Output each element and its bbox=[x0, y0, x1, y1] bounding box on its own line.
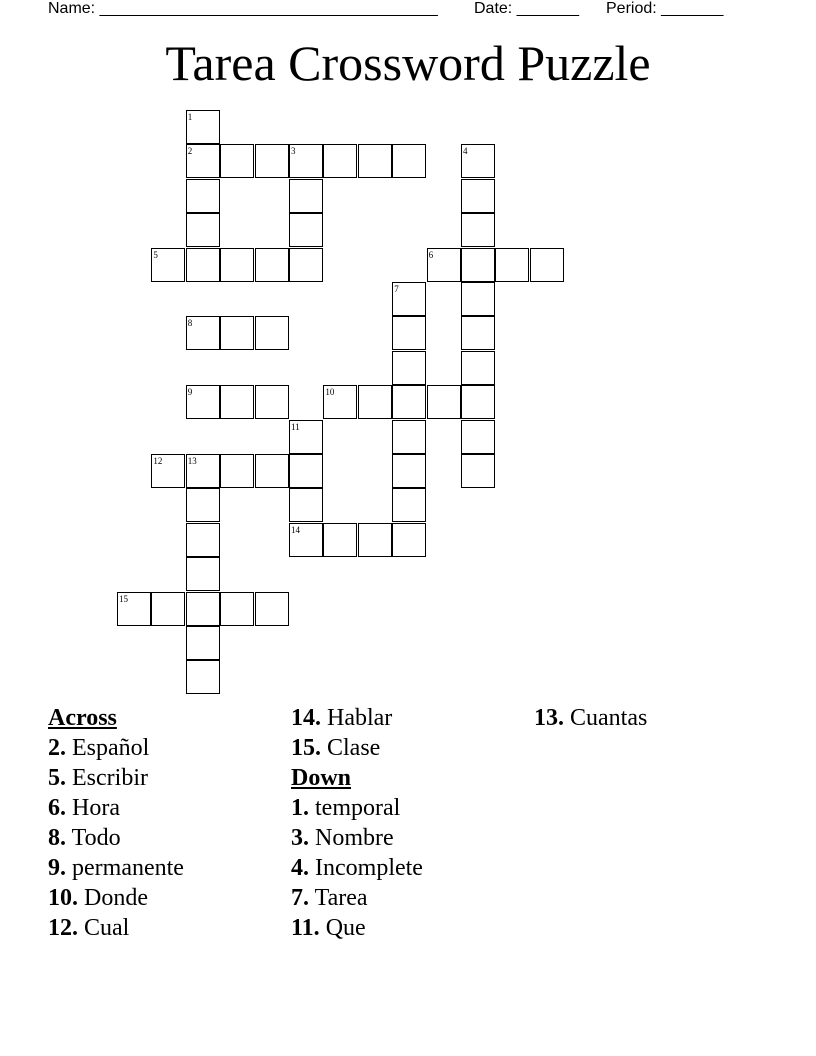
grid-cell[interactable] bbox=[427, 385, 461, 419]
clue-number-label: 12 bbox=[153, 456, 163, 466]
grid-cell[interactable] bbox=[186, 523, 220, 557]
grid-cell[interactable] bbox=[358, 385, 392, 419]
clue-column-1 bbox=[48, 703, 184, 943]
grid-cell[interactable] bbox=[289, 454, 323, 488]
grid-cell[interactable] bbox=[255, 248, 289, 282]
clue-text: Cual bbox=[84, 915, 130, 941]
clue-number: 14. bbox=[291, 705, 321, 731]
clue-text: Cuantas bbox=[570, 705, 648, 731]
clue-number-label: 4 bbox=[463, 146, 468, 157]
grid-cell[interactable] bbox=[186, 248, 220, 282]
clue-across-14 bbox=[291, 703, 423, 733]
grid-cell[interactable] bbox=[289, 213, 323, 247]
clue-number-label: 10 bbox=[325, 387, 335, 398]
grid-cell[interactable] bbox=[186, 626, 220, 660]
grid-cell[interactable] bbox=[186, 592, 220, 626]
grid-cell[interactable] bbox=[358, 144, 392, 178]
clue-down-4 bbox=[291, 853, 423, 883]
grid-cell[interactable] bbox=[392, 420, 426, 454]
clue-across-9 bbox=[48, 853, 184, 883]
grid-cell[interactable] bbox=[151, 592, 185, 626]
clue-text: Clase bbox=[327, 735, 381, 761]
grid-cell[interactable] bbox=[461, 385, 495, 419]
clue-number-label: 2 bbox=[187, 146, 193, 157]
clue-column-2 bbox=[291, 703, 423, 943]
clue-number: 6. bbox=[48, 795, 66, 821]
grid-cell[interactable] bbox=[392, 316, 426, 350]
grid-cell[interactable] bbox=[323, 144, 357, 178]
down-heading: Down bbox=[291, 765, 352, 791]
grid-cell[interactable] bbox=[392, 454, 426, 488]
grid-cell[interactable] bbox=[461, 351, 495, 385]
clue-across-2 bbox=[48, 733, 184, 763]
grid-cell[interactable] bbox=[220, 144, 254, 178]
grid-cell[interactable] bbox=[255, 454, 289, 488]
clue-number-label: 3 bbox=[291, 146, 296, 157]
grid-cell[interactable] bbox=[461, 213, 495, 247]
grid-cell[interactable] bbox=[392, 385, 426, 419]
grid-cell[interactable] bbox=[289, 248, 323, 282]
clue-across-12 bbox=[48, 913, 184, 943]
grid-cell[interactable] bbox=[358, 523, 392, 557]
grid-cell[interactable] bbox=[289, 488, 323, 522]
grid-cell[interactable] bbox=[461, 316, 495, 350]
clue-text: Tarea bbox=[314, 885, 368, 911]
clue-number: 2. bbox=[48, 735, 66, 761]
grid-cell[interactable] bbox=[495, 248, 529, 282]
clue-number: 4. bbox=[291, 855, 309, 881]
grid-cell[interactable] bbox=[392, 351, 426, 385]
grid-cell[interactable] bbox=[323, 523, 357, 557]
grid-cell[interactable] bbox=[255, 316, 289, 350]
clue-across-5 bbox=[48, 763, 184, 793]
page-title: Tarea Crossword Puzzle bbox=[165, 35, 651, 91]
grid-cell[interactable] bbox=[461, 420, 495, 454]
clue-text: Incomplete bbox=[315, 855, 423, 881]
clue-down-13 bbox=[534, 703, 647, 733]
clue-number-label: 5 bbox=[153, 249, 158, 260]
clue-number: 15. bbox=[291, 735, 321, 761]
clue-number: 7. bbox=[291, 885, 309, 911]
grid-cell[interactable] bbox=[186, 179, 220, 213]
grid-cell[interactable] bbox=[530, 248, 564, 282]
clue-text: Todo bbox=[71, 825, 121, 851]
clue-number: 3. bbox=[291, 825, 309, 851]
grid-cell[interactable] bbox=[461, 179, 495, 213]
clue-number-label: 14 bbox=[291, 524, 300, 535]
clue-across-8 bbox=[48, 823, 184, 853]
clue-text: Escribir bbox=[72, 765, 148, 791]
grid-cell[interactable] bbox=[461, 454, 495, 488]
clue-across-10 bbox=[48, 883, 184, 913]
date-field: Date: _______ bbox=[474, 0, 579, 17]
grid-cell[interactable] bbox=[186, 213, 220, 247]
clue-column-3 bbox=[534, 703, 647, 733]
grid-cell[interactable] bbox=[186, 660, 220, 694]
clue-number: 11. bbox=[291, 915, 320, 941]
clue-number-label: 11 bbox=[291, 421, 300, 432]
clue-number: 12. bbox=[48, 915, 78, 941]
grid-cell[interactable] bbox=[186, 557, 220, 591]
grid-cell[interactable] bbox=[461, 248, 495, 282]
grid-cell[interactable] bbox=[220, 454, 254, 488]
period-field: Period: _______ bbox=[606, 0, 724, 17]
grid-cell[interactable] bbox=[392, 144, 426, 178]
grid-cell[interactable] bbox=[255, 385, 289, 419]
clue-text: Que bbox=[325, 915, 366, 941]
clue-number-label: 7 bbox=[394, 284, 399, 294]
clue-text: temporal bbox=[315, 795, 401, 821]
grid-cell[interactable] bbox=[255, 592, 289, 626]
clue-number: 1. bbox=[291, 795, 309, 821]
grid-cell[interactable] bbox=[392, 488, 426, 522]
clue-number-label: 6 bbox=[428, 249, 434, 260]
clue-text: permanente bbox=[72, 855, 184, 881]
clue-down-1 bbox=[291, 793, 423, 823]
grid-cell[interactable] bbox=[255, 144, 289, 178]
grid-cell[interactable] bbox=[289, 179, 323, 213]
grid-cell[interactable] bbox=[220, 316, 254, 350]
clue-number: 8. bbox=[48, 825, 66, 851]
clue-number-label: 9 bbox=[187, 387, 193, 398]
clue-number: 5. bbox=[48, 765, 66, 791]
clue-text: Nombre bbox=[315, 825, 394, 851]
clue-text: Hora bbox=[72, 795, 120, 821]
clue-across-15 bbox=[291, 733, 423, 763]
clue-text: Donde bbox=[84, 885, 148, 911]
clue-across-6 bbox=[48, 793, 184, 823]
clue-down-7 bbox=[291, 883, 423, 913]
grid-cell[interactable] bbox=[392, 523, 426, 557]
clue-number-label: 8 bbox=[187, 318, 193, 329]
clue-down-3 bbox=[291, 823, 423, 853]
clue-down-11 bbox=[291, 913, 423, 943]
grid-cell[interactable] bbox=[220, 385, 254, 419]
clue-number-label: 15 bbox=[119, 593, 128, 604]
clue-text: Hablar bbox=[327, 705, 393, 731]
name-field: Name: ______________________________________ bbox=[48, 0, 438, 17]
clue-number-label: 1 bbox=[187, 112, 193, 122]
clue-number-label: 13 bbox=[187, 456, 197, 466]
clue-number: 9. bbox=[48, 855, 66, 881]
grid-cell[interactable] bbox=[220, 248, 254, 282]
grid-cell[interactable] bbox=[461, 282, 495, 316]
clue-text: Español bbox=[72, 735, 150, 761]
across-heading: Across bbox=[48, 705, 117, 731]
clue-number: 10. bbox=[48, 885, 78, 911]
grid-cell[interactable] bbox=[186, 488, 220, 522]
grid-cell[interactable] bbox=[220, 592, 254, 626]
clue-number: 13. bbox=[534, 705, 564, 731]
